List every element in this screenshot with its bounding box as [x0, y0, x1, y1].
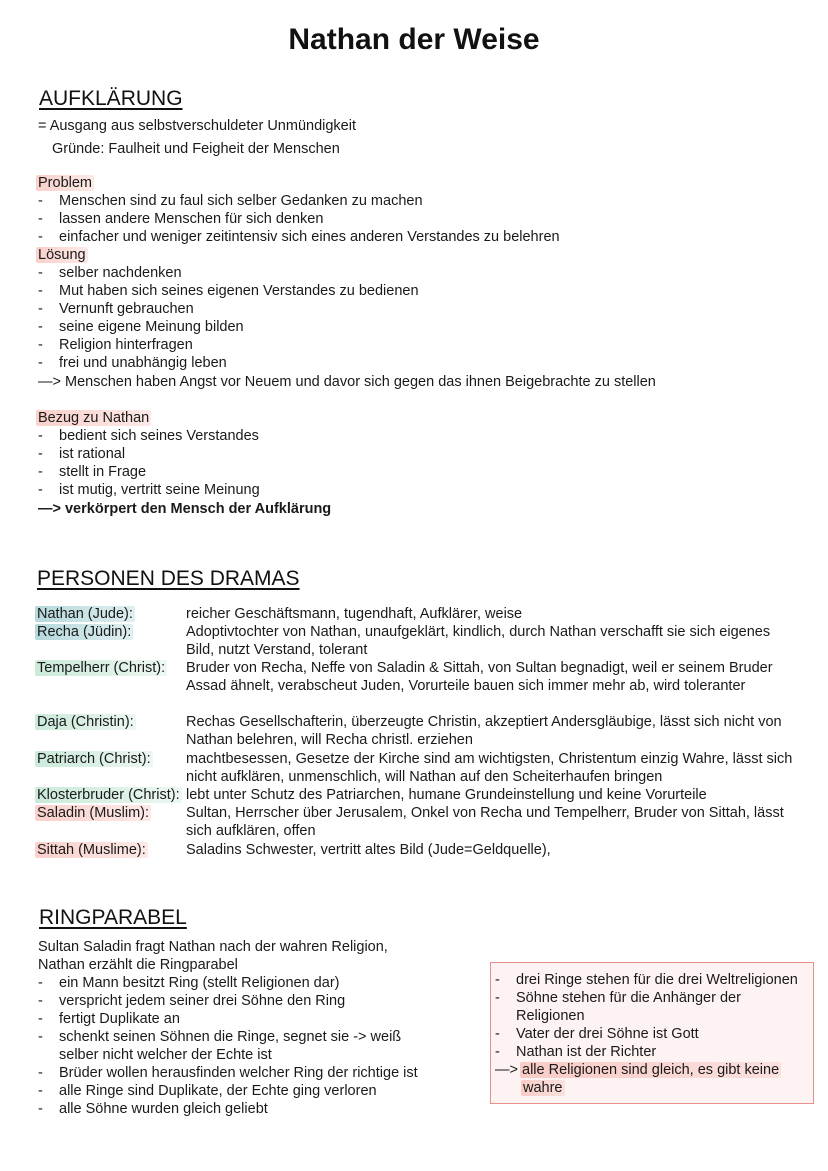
list-item: - stellt in Frage	[38, 464, 147, 480]
box-list-item: - drei Ringe stehen für die drei Weltreligionen	[495, 972, 798, 988]
loesung-label: Lösung	[38, 247, 86, 263]
person-name: Nathan (Jude):	[37, 606, 133, 622]
list-item: - Religion hinterfragen	[38, 337, 193, 353]
person-description: Adoptivtochter von Nathan, unaufgeklärt, kindlich, durch Nathan verschafft sie sich eigenes Bild, nutzt Verstand, tolerant	[186, 624, 771, 658]
person-description: Saladins Schwester, vertritt altes Bild (Jude=Geldquelle),	[186, 842, 551, 858]
list-item-continuation: selber nicht welcher der Echte ist	[59, 1047, 272, 1063]
list-item: - ist mutig, vertritt seine Meinung	[38, 482, 260, 498]
bezug-conclusion: —> verkörpert den Mensch der Aufklärung	[38, 501, 332, 517]
person-description: Bruder von Recha, Neffe von Saladin & Sittah, von Sultan begnadigt, weil er seinem Bruder Assad ähnelt, verabscheut Juden, Vorurteile bauen sich immer mehr ab, wird toleranter	[186, 660, 773, 694]
ring-intro-1: Sultan Saladin fragt Nathan nach der wahren Religion,	[38, 939, 388, 955]
list-item: - Vernunft gebrauchen	[38, 301, 194, 317]
box-list-item: - Vater der drei Söhne ist Gott	[495, 1026, 699, 1042]
interpretation-box	[490, 962, 814, 1104]
definition-text: = Ausgang aus selbstverschuldeter Unmündigkeit	[38, 118, 356, 134]
list-item: - seine eigene Meinung bilden	[38, 319, 244, 335]
list-item: - selber nachdenken	[38, 265, 182, 281]
person-name: Klosterbruder (Christ):	[37, 787, 180, 803]
page-title: Nathan der Weise	[288, 23, 540, 56]
person-description: machtbesessen, Gesetze der Kirche sind am wichtigsten, Christentum einzig Wahre, lässt sich nicht aufklären, unmenschlich, will Nathan auf den Scheiterhaufen bringen	[186, 751, 793, 785]
list-item: - schenkt seinen Söhnen die Ringe, segnet sie -> weiß	[38, 1029, 402, 1045]
box-list-item: - Söhne stehen für die Anhänger der	[495, 990, 741, 1006]
section-heading-personen: PERSONEN DES DRAMAS	[37, 567, 300, 590]
person-name: Sittah (Muslime):	[37, 842, 146, 858]
box-list-item-continuation: Religionen	[516, 1008, 585, 1024]
person-name: Daja (Christin):	[37, 714, 134, 730]
conclusion-text: —> Menschen haben Angst vor Neuem und davor sich gegen das ihnen Beigebrachte zu stellen	[38, 374, 656, 390]
list-item: - frei und unabhängig leben	[38, 355, 227, 371]
box-conclusion: —> alle Religionen sind gleich, es gibt keine	[495, 1062, 780, 1078]
reasons-text: Gründe: Faulheit und Feigheit der Menschen	[52, 141, 340, 157]
list-item: - alle Ringe sind Duplikate, der Echte ging verloren	[38, 1083, 377, 1099]
section-heading-aufklaerung: AUFKLÄRUNG	[39, 87, 183, 110]
person-description: Rechas Gesellschafterin, überzeugte Christin, akzeptiert Andersgläubige, lässt sich nicht von Nathan belehren, will Recha christl. erziehen	[186, 714, 782, 748]
person-name: Recha (Jüdin):	[37, 624, 132, 640]
list-item: - fertigt Duplikate an	[38, 1011, 180, 1027]
box-conclusion-continuation: wahre	[523, 1080, 563, 1096]
list-item: - alle Söhne wurden gleich geliebt	[38, 1101, 268, 1117]
list-item: - Brüder wollen herausfinden welcher Ring der richtige ist	[38, 1065, 418, 1081]
box-list-item: - Nathan ist der Richter	[495, 1044, 657, 1060]
list-item: - verspricht jedem seiner drei Söhne den Ring	[38, 993, 346, 1009]
person-name: Saladin (Muslim):	[37, 805, 149, 821]
list-item: - Mut haben sich seines eigenen Verstandes zu bedienen	[38, 283, 419, 299]
person-name: Patriarch (Christ):	[37, 751, 151, 767]
person-description: lebt unter Schutz des Patriarchen, humane Grundeinstellung und keine Vorurteile	[186, 787, 707, 803]
list-item: - Menschen sind zu faul sich selber Gedanken zu machen	[38, 193, 423, 209]
section-heading-ringparabel: RINGPARABEL	[39, 906, 187, 929]
person-description: reicher Geschäftsmann, tugendhaft, Aufklärer, weise	[186, 606, 523, 622]
person-description: Sultan, Herrscher über Jerusalem, Onkel von Recha und Tempelherr, Bruder von Sittah, lässt sich aufklären, offen	[186, 805, 784, 839]
list-item: - ist rational	[38, 446, 126, 462]
list-item: - ein Mann besitzt Ring (stellt Religionen dar)	[38, 975, 340, 991]
list-item: - bedient sich seines Verstandes	[38, 428, 259, 444]
list-item: - lassen andere Menschen für sich denken	[38, 211, 324, 227]
problem-label: Problem	[38, 175, 92, 191]
list-item: - einfacher und weniger zeitintensiv sich eines anderen Verstandes zu belehren	[38, 229, 560, 245]
bezug-label: Bezug zu Nathan	[38, 410, 150, 426]
person-name: Tempelherr (Christ):	[37, 660, 166, 676]
ring-intro-2: Nathan erzählt die Ringparabel	[38, 957, 238, 973]
